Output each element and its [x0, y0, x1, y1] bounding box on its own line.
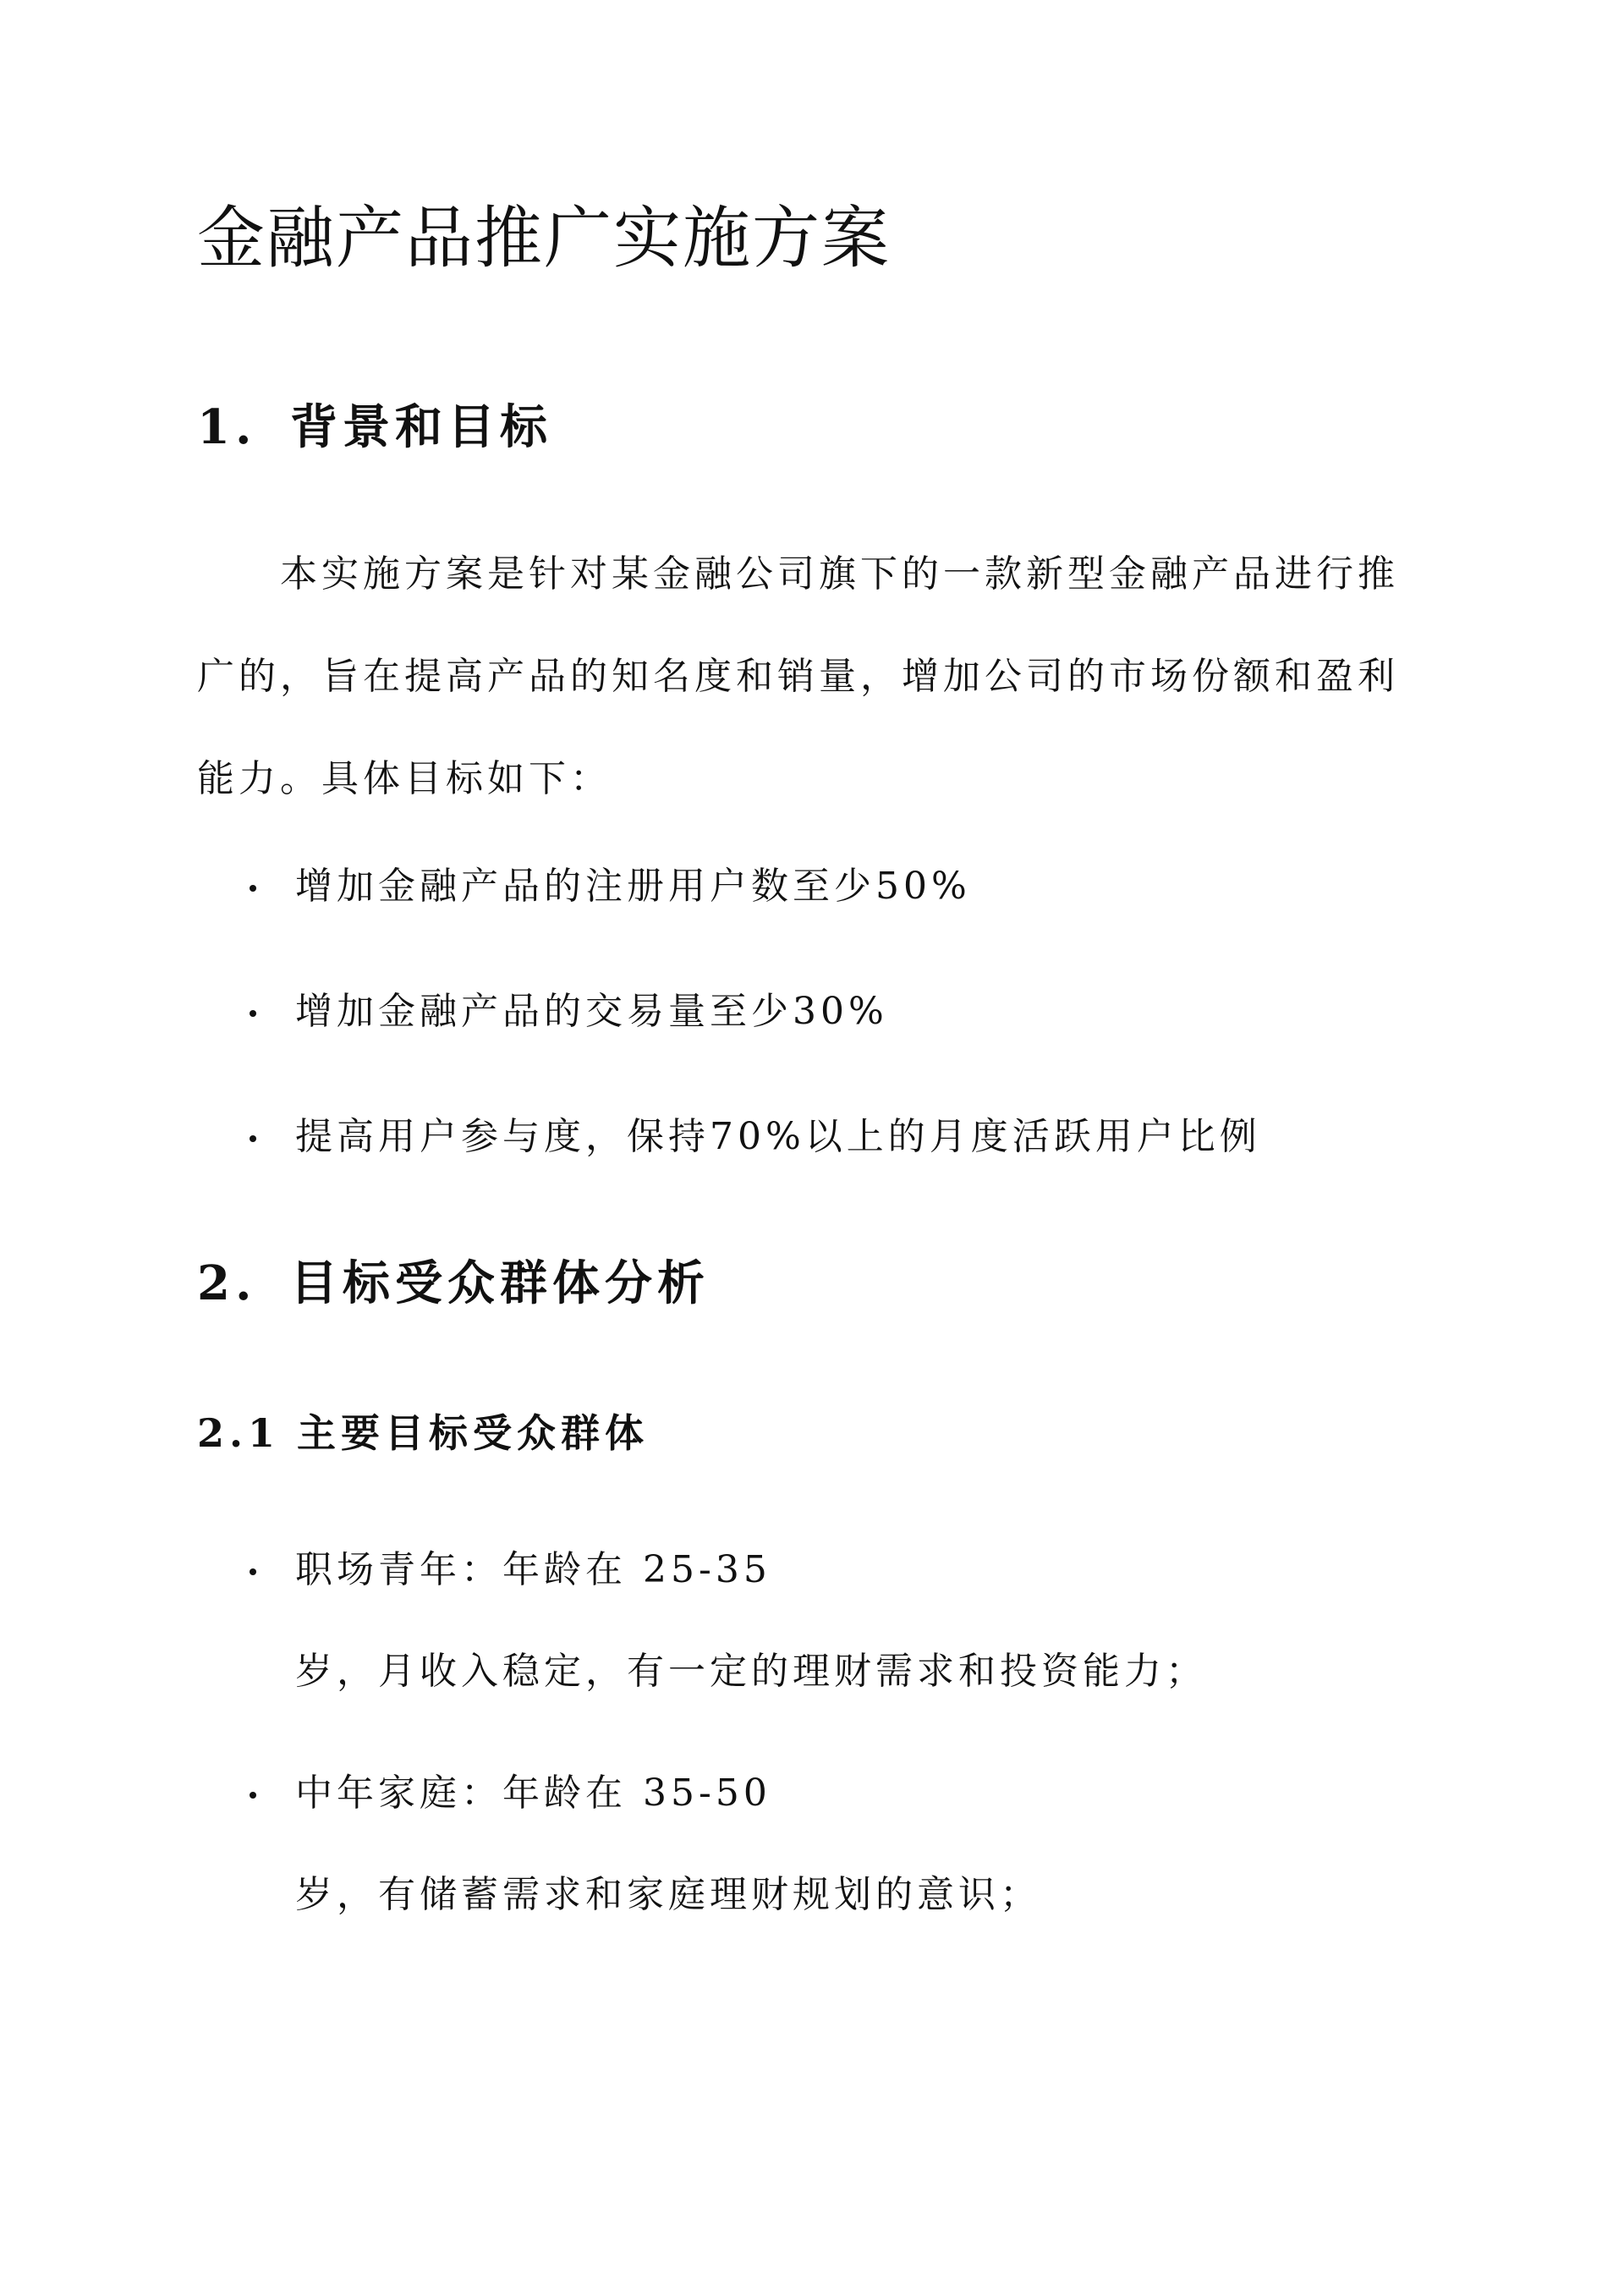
bullet-dot-icon	[250, 885, 256, 892]
goal-text: 提高用户参与度，保持70%以上的月度活跃用户比例	[295, 1115, 1261, 1158]
section-1-number: 1.	[197, 399, 257, 455]
audience-list-2	[197, 1768, 1432, 1920]
subsection-2-1-title: 主要目标受众群体	[297, 1410, 649, 1456]
audience-list	[197, 1545, 1432, 1697]
audience-line-2: 岁，有储蓄需求和家庭理财规划的意识；	[295, 1873, 1041, 1916]
goals-list-2	[197, 986, 1432, 1037]
document-title: 金融产品推广实施方案	[197, 199, 891, 277]
subsection-2-1-heading	[197, 1408, 649, 1458]
list-item	[197, 1545, 1432, 1697]
section-2-title: 目标受众群体分析	[290, 1255, 710, 1311]
section-1-heading	[197, 398, 552, 457]
list-item	[197, 1768, 1432, 1920]
subsection-2-1-number: 2.1	[197, 1410, 281, 1456]
bullet-dot-icon	[250, 1568, 256, 1575]
list-item	[197, 861, 1432, 912]
goal-text: 增加金融产品的交易量至少30%	[295, 990, 888, 1033]
audience-line-2: 岁，月收入稳定，有一定的理财需求和投资能力；	[295, 1650, 1207, 1693]
section-1-paragraph: 本实施方案是针对某金融公司旗下的一款新型金融产品进行推广的，旨在提高产品的知名度和销量，增加公司的市场份额和盈利能力。具体目标如下：	[197, 552, 1399, 800]
section-2-number: 2.	[197, 1255, 257, 1311]
section-1-title: 背景和目标	[290, 399, 552, 455]
list-item	[197, 1112, 1432, 1162]
audience-line-1: 中年家庭：年龄在 35-50	[295, 1771, 771, 1815]
audience-line-1: 职场青年：年龄在 25-35	[295, 1548, 771, 1591]
goal-text: 增加金融产品的注册用户数至少50%	[295, 865, 971, 908]
list-item	[197, 986, 1432, 1037]
goals-list-3	[197, 1112, 1432, 1162]
bullet-dot-icon	[250, 1792, 256, 1799]
bullet-dot-icon	[250, 1135, 256, 1142]
goals-list	[197, 861, 1432, 912]
bullet-dot-icon	[250, 1010, 256, 1017]
section-2-heading	[197, 1254, 710, 1313]
